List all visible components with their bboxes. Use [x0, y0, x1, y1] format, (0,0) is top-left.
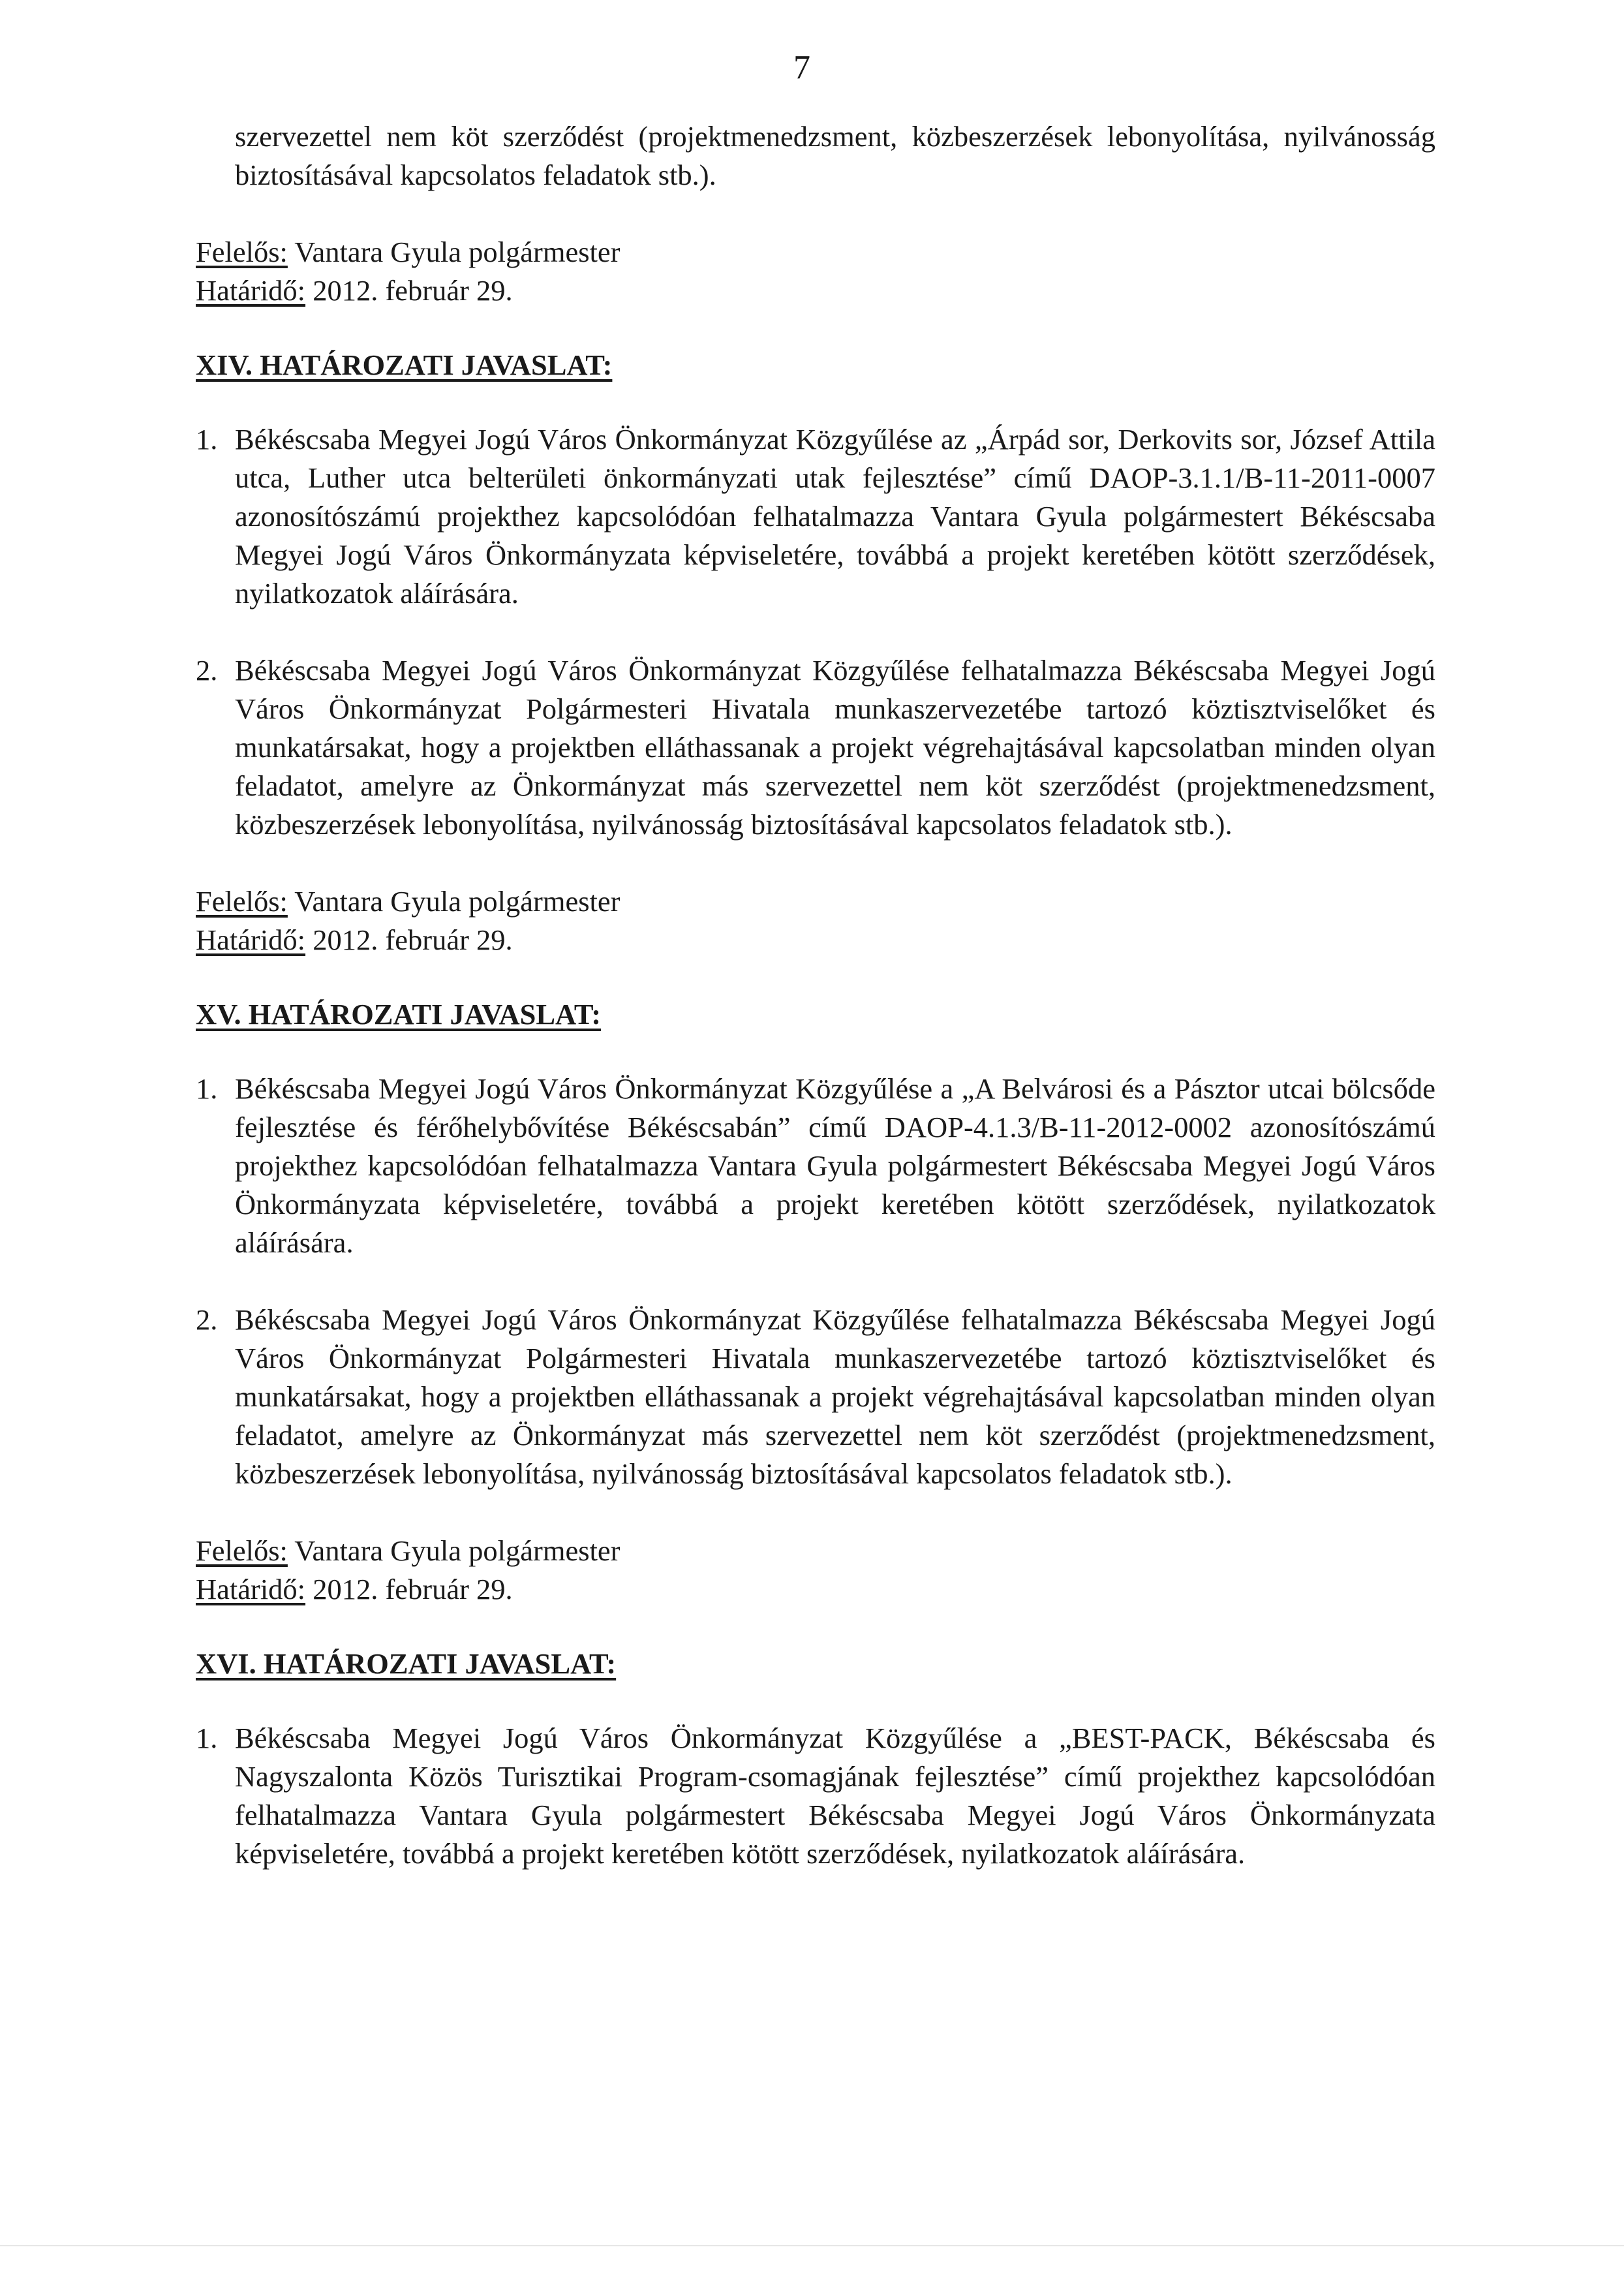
deadline-line — [196, 271, 1435, 310]
section-heading-xiv: XIV. HATÁROZATI JAVASLAT: — [196, 348, 613, 381]
item-text: Békéscsaba Megyei Jogú Város Önkormányzat Közgyűlése a „BEST-PACK, Békéscsaba és Nagyszalonta Közös Turisztikai Program-csomagjának fejlesztése” című projekthez kapcsolódóan felhatalmazza Vantara Gyula polgármestert Békéscsaba Megyei Jogú Város Önkormányzata képviseletére, továbbá a projekt keretében kötött szerződések, nyilatkozatok aláírására. — [235, 1722, 1435, 1870]
item-text: Békéscsaba Megyei Jogú Város Önkormányzat Közgyűlése felhatalmazza Békéscsaba Megyei Jogú Város Önkormányzat Polgármesteri Hivatala munkaszervezetébe tartozó köztisztviselőket és munkatársakat, hogy a projektben elláthassanak a projekt végrehajtásával kapcsolatban minden olyan feladatot, amelyre az Önkormányzat más szervezettel nem köt szerződést (projektmenedzsment, közbeszerzések lebonyolítása, nyilvánosság biztosításával kapcsolatos feladatok stb.). — [235, 1303, 1435, 1490]
responsible-line — [196, 882, 1435, 921]
section-heading-xv: XV. HATÁROZATI JAVASLAT: — [196, 998, 602, 1030]
resolution-item — [196, 1070, 1435, 1262]
responsible-label: Felelős: — [196, 236, 288, 268]
deadline-label: Határidő: — [196, 274, 306, 307]
deadline-line — [196, 1570, 1435, 1609]
item-number: 1. — [196, 1722, 218, 1754]
resolution-item — [196, 420, 1435, 613]
scan-edge-line — [0, 2245, 1624, 2246]
responsible-label: Felelős: — [196, 885, 288, 918]
responsible-line — [196, 233, 1435, 271]
document-body — [196, 117, 1435, 1873]
item-text: Békéscsaba Megyei Jogú Város Önkormányzat Közgyűlése a „A Belvárosi és a Pásztor utcai bölcsőde fejlesztése és férőhelybővítése Békéscsabán” című DAOP-4.1.3/B-11-2012-0002 azonosítószámú projekthez kapcsolódóan felhatalmazza Vantara Gyula polgármestert Békéscsaba Megyei Jogú Város Önkormányzata képviseletére, továbbá a projekt keretében kötött szerződések, nyilatkozatok aláírására. — [235, 1072, 1435, 1259]
section-heading-xvi: XVI. HATÁROZATI JAVASLAT: — [196, 1647, 617, 1680]
page-number: 7 — [793, 49, 810, 86]
responsible-line — [196, 1532, 1435, 1570]
item-text: Békéscsaba Megyei Jogú Város Önkormányzat Közgyűlése felhatalmazza Békéscsaba Megyei Jogú Város Önkormányzat Polgármesteri Hivatala munkaszervezetébe tartozó köztisztviselőket és munkatársakat, hogy a projektben elláthassanak a projekt végrehajtásával kapcsolatban minden olyan feladatot, amelyre az Önkormányzat más szervezettel nem köt szerződést (projektmenedzsment, közbeszerzések lebonyolítása, nyilvánosság biztosításával kapcsolatos feladatok stb.). — [235, 654, 1435, 841]
deadline-line — [196, 921, 1435, 959]
deadline-value: 2012. február 29. — [313, 274, 513, 307]
item-number: 1. — [196, 423, 218, 456]
deadline-label: Határidő: — [196, 1573, 306, 1605]
responsible-label: Felelős: — [196, 1534, 288, 1567]
resolution-item — [196, 1301, 1435, 1493]
resolution-item — [196, 1719, 1435, 1873]
intro-continuation: szervezettel nem köt szerződést (projektmenedzsment, közbeszerzések lebonyolítása, nyilvánosság biztosításával kapcsolatos feladatok stb.). — [235, 120, 1435, 191]
responsible-value: Vantara Gyula polgármester — [294, 1534, 620, 1567]
responsible-value: Vantara Gyula polgármester — [294, 885, 620, 918]
item-text: Békéscsaba Megyei Jogú Város Önkormányzat Közgyűlése az „Árpád sor, Derkovits sor, József Attila utca, Luther utca belterületi önkormányzati utak fejlesztése” című DAOP-3.1.1/B-11-2011-0007 azonosítószámú projekthez kapcsolódóan felhatalmazza Vantara Gyula polgármestert Békéscsaba Megyei Jogú Város Önkormányzata képviseletére, továbbá a projekt keretében kötött szerződések, nyilatkozatok aláírására. — [235, 423, 1435, 610]
resolution-item — [196, 651, 1435, 844]
item-number: 2. — [196, 1303, 218, 1336]
item-number: 1. — [196, 1072, 218, 1105]
responsible-value: Vantara Gyula polgármester — [294, 236, 620, 268]
deadline-label: Határidő: — [196, 923, 306, 956]
item-number: 2. — [196, 654, 218, 687]
deadline-value: 2012. február 29. — [313, 1573, 513, 1605]
deadline-value: 2012. február 29. — [313, 923, 513, 956]
